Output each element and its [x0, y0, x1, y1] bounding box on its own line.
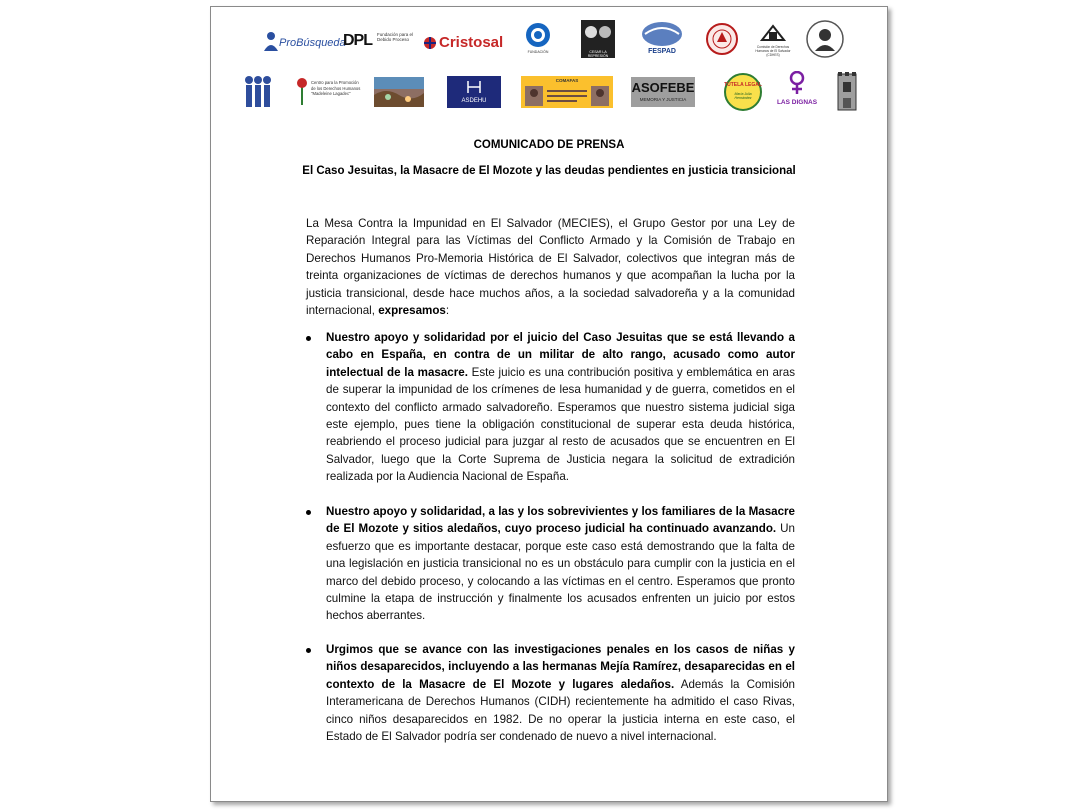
- madeleine-lagadec-logo: Centro para la Promoción de los Derechos Humanos "Madeleine Lagadec": [295, 75, 363, 109]
- list-item: [306, 641, 795, 745]
- list-item-bold: Nuestro apoyo y solidaridad, a las y los sobrevivientes y los familiares de la Masacre de El Mozote y sitios aledaños, cuyo proceso judicial ha continuado avanzando.: [326, 505, 795, 536]
- list-item-bold: Urgimos que se avance con las investigaciones penales en los casos de niñas y niños desaparecidos, incluyendo a las hermanas Mejía Ramírez, desaparecidas en el contexto de la Masacre de El Mozote y lugares aledaños.: [326, 643, 795, 691]
- figures-logo: [241, 73, 275, 109]
- document-subtitle: El Caso Jesuitas, la Masacre de El Mozote y las deudas pendientes en justicia transicional: [302, 165, 796, 177]
- list-item-body: Un esfuerzo que es importante destacar, porque este caso está demostrando que la falta de una legislación en justicia transicional no es un obstáculo para cumplir con la justicia en el marco del debido proceso, y colocando a las víctimas en el centro. Esperamos que pronto culmine la etapa de instrucción y finalmente los acusados enfrenten un juicio por estos hechos aberrantes.: [326, 522, 796, 623]
- intro-bold: expresamos: [378, 304, 446, 318]
- bullet-icon: [306, 510, 311, 515]
- list-item-body: Además la Comisión Interamericana de Derechos Humanos (CIDH) recientemente ha admitido el caso Rivas, cinco niños desaparecidos en 1982. De no operar la justicia interna en este caso, el Estado de El Salvador podría ser condenado de nuevo a nivel internacional.: [326, 677, 795, 744]
- tower-logo: [836, 70, 858, 112]
- fespad-logo: FESPAD: [639, 20, 685, 58]
- list-item: [306, 503, 795, 625]
- list-item-text: [326, 329, 795, 486]
- cristosal-logo: Cristosal: [423, 31, 503, 55]
- asdehu-logo: ASDEHU: [447, 76, 501, 108]
- comafac-logo: COMAFAS: [521, 76, 613, 108]
- tutela-legal-logo: TUTELA LEGAL María Julia Hernández: [723, 72, 763, 112]
- list-item-text: [326, 641, 795, 745]
- document-title: COMUNICADO DE PRENSA: [473, 139, 625, 151]
- portrait-seal-logo: [805, 19, 845, 59]
- list-item-bold: Nuestro apoyo y solidaridad por el juicio del Caso Jesuitas que se está llevando a cabo en España, en contra de un militar de alto rango, acusado como autor intelectual de la masacre.: [326, 331, 795, 379]
- document-page: [210, 6, 888, 802]
- university-seal-logo: [705, 20, 739, 58]
- asofebe-logo: ASOFEBE MEMORIA Y JUSTICIA: [631, 77, 695, 107]
- bullet-icon: [306, 648, 311, 653]
- intro-paragraph: [306, 215, 795, 319]
- comision-derechos-logo: Comisión de Derechos Humanos de El Salvador (CDHES): [751, 22, 795, 58]
- intro-text: La Mesa Contra la Impunidad en El Salvador (MECIES), el Grupo Gestor por una Ley de Reparación Integral para las Víctimas del Conflicto Armado y la Comisión de Trabajo en Derechos Humanos Pro-Memoria Histórica de El Salvador, colectivos que integran más de treinta organizaciones de víctimas de derechos humanos y que acompañan la lucha por la justicia transicional, desde hace muchos años, a la sociedad salvadoreña y a la comunidad internacional,: [306, 217, 795, 318]
- painting-logo: [374, 77, 424, 107]
- dpl-logo: DPL Fundación para el Debido Proceso: [343, 32, 414, 49]
- intro-end: :: [445, 304, 450, 318]
- fundacion-circle-logo: FUNDACIÓN: [521, 20, 555, 58]
- list-item-text: [326, 503, 795, 625]
- list-item: [306, 329, 795, 486]
- caesar-la-represion-logo: CESAR LA REPRESIÓN: [581, 20, 615, 58]
- las-dignas-logo: LAS DIGNAS: [775, 71, 819, 111]
- list-item-body: Este juicio es una contribución positiva y emblemática en aras de superar la impunidad de los crímenes de lesa humanidad y de guerra, cometidos en el contexto del conflicto armado salvadoreño. Esperamos que nuestro sistema judicial siga este ejemplo, pues tiene la obligación constitucional de superar esta deuda histórica, reabriendo el proceso judicial para juzgar al resto de acusados que se encuentren en El Salvador, luego que la Corte Suprema de Justicia negara la solicitud de extradición realizada por la Audiencia Nacional de España.: [326, 365, 795, 484]
- bullet-icon: [306, 336, 311, 341]
- pro-busqueda-logo: ProBúsqueda: [261, 27, 333, 55]
